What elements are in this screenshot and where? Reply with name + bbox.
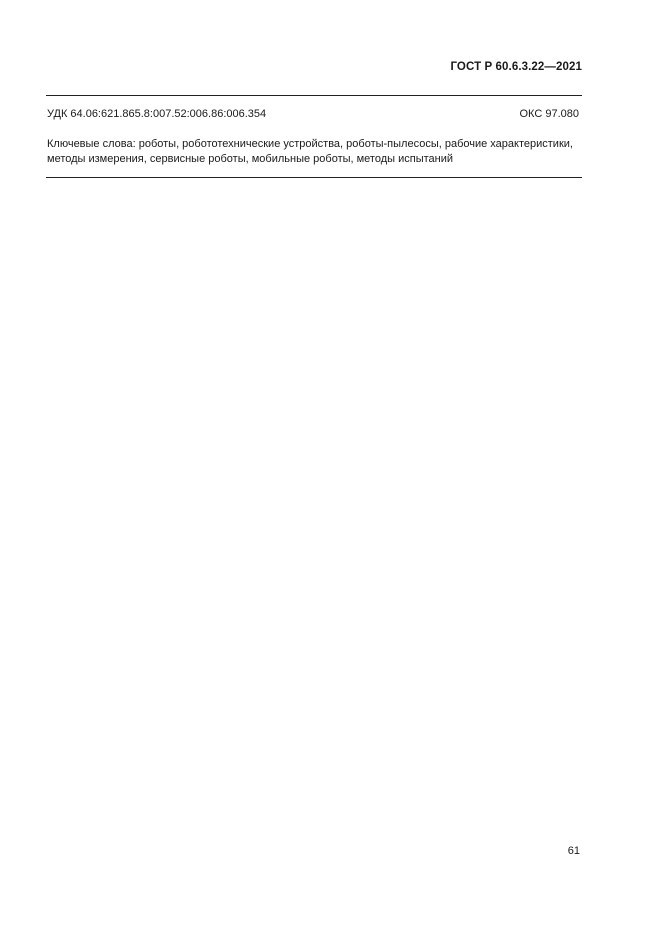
- keywords-line-2: методы измерения, сервисные роботы, мобильные роботы, методы испытаний: [47, 153, 454, 165]
- udk-classification: УДК 64.06:621.865.8:007.52:006.86:006.354: [47, 108, 267, 120]
- keywords-line-1: Ключевые слова: роботы, робототехнические устройства, роботы-пылесосы, рабочие характеристики,: [47, 138, 573, 150]
- oks-classification: ОКС 97.080: [519, 108, 579, 120]
- standard-code-header: ГОСТ Р 60.6.3.22—2021: [450, 61, 582, 73]
- top-divider: [46, 95, 582, 96]
- page-number: 61: [567, 845, 580, 857]
- keywords-block: [47, 137, 587, 167]
- bottom-divider: [46, 177, 582, 178]
